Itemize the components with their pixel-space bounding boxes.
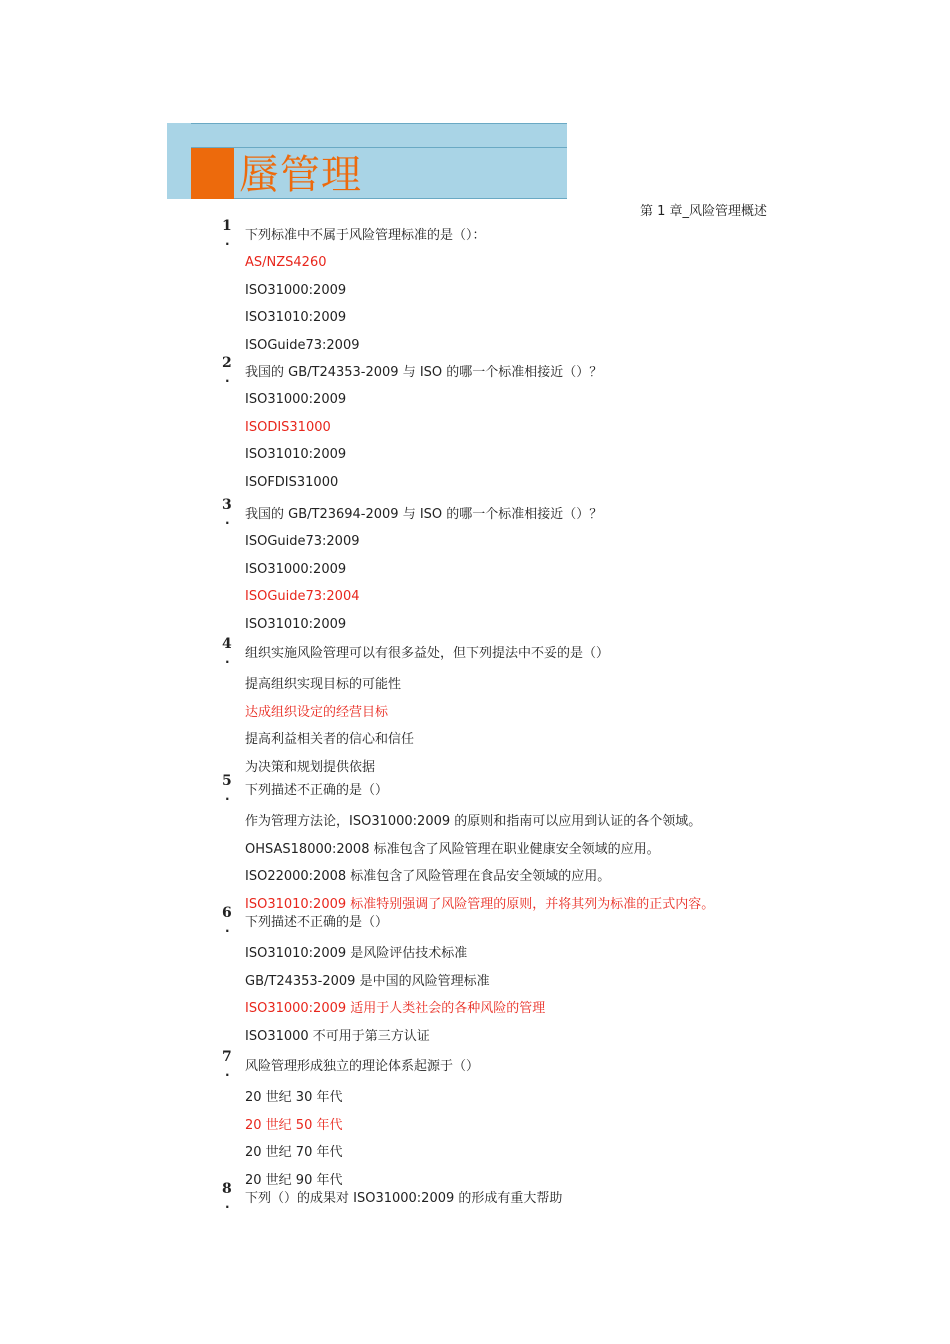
question-stem: 下列描述不正确的是（）	[245, 783, 389, 798]
answer-option: 20 世纪 70 年代	[245, 1145, 343, 1160]
question-stem: 我国的 GB/T24353-2009 与 ISO 的哪一个标准相接近（）？	[245, 365, 603, 380]
question-number-dot: .	[225, 1197, 230, 1211]
question-number-dot: .	[225, 1065, 230, 1079]
answer-option-correct: AS/NZS4260	[245, 255, 327, 270]
answer-option-correct: ISODIS31000	[245, 419, 331, 435]
question-number: 7	[222, 1049, 232, 1065]
answer-option-correct: ISO31010:2009 标准特别强调了风险管理的原则，并将其列为标准的正式内容。	[245, 896, 715, 912]
answer-option: ISO31010:2009 是风险评估技术标准	[245, 946, 468, 961]
question-stem: 下列描述不正确的是（）	[245, 915, 389, 930]
question-number-dot: .	[225, 789, 230, 803]
answer-option-correct: 20 世纪 50 年代	[245, 1117, 343, 1133]
question-number-dot: .	[225, 513, 230, 527]
question-number: 3	[222, 497, 232, 513]
answer-option: ISO31010:2009	[245, 616, 347, 632]
answer-option: OHSAS18000:2008 标准包含了风险管理在职业健康安全领域的应用。	[245, 841, 660, 857]
answer-option: ISO31010:2009	[245, 447, 347, 462]
answer-option-correct: ISO31000:2009 适用于人类社会的各种风险的管理	[245, 1001, 546, 1016]
answer-option: 20 世纪 30 年代	[245, 1090, 343, 1105]
answer-option: 为决策和规划提供依据	[245, 759, 376, 775]
question-stem: 下列（）的成果对 ISO31000:2009 的形成有重大帮助	[245, 1191, 563, 1206]
question-stem: 我国的 GB/T23694-2009 与 ISO 的哪一个标准相接近（）？	[245, 507, 603, 522]
answer-option: ISO31000:2009	[245, 282, 347, 298]
answer-option: 20 世纪 90 年代	[245, 1172, 343, 1188]
answer-option: ISO31000:2009	[245, 392, 347, 407]
question-number: 1	[222, 218, 232, 234]
answer-option: ISO22000:2008 标准包含了风险管理在食品安全领域的应用。	[245, 869, 611, 884]
answer-option-correct: ISOGuide73:2004	[245, 589, 360, 604]
question-stem: 下列标准中不属于风险管理标准的是（）：	[245, 228, 486, 243]
answer-option: ISO31000 不可用于第三方认证	[245, 1028, 430, 1044]
question-number-dot: .	[225, 234, 230, 248]
answer-option: ISOFDIS31000	[245, 474, 339, 490]
header-banner	[167, 123, 567, 199]
answer-option: ISO31000:2009	[245, 561, 347, 577]
question-number-dot: .	[225, 652, 230, 666]
answer-option: ISOGuide73:2009	[245, 534, 360, 549]
banner-rule-middle	[191, 147, 567, 148]
answer-option: ISOGuide73:2009	[245, 337, 360, 353]
question-stem: 风险管理形成独立的理论体系起源于（）	[245, 1059, 480, 1074]
question-number: 2	[222, 355, 232, 371]
banner-rule-bottom	[191, 198, 567, 199]
banner-rule-top	[191, 123, 567, 124]
answer-option: 提高利益相关者的信心和信任	[245, 732, 415, 747]
question-number-dot: .	[225, 921, 230, 935]
answer-option: 作为管理方法论，ISO31000:2009 的原则和指南可以应用到认证的各个领域。	[245, 814, 702, 829]
question-number: 5	[222, 773, 232, 789]
chapter-heading: 第 1 章_风险管理概述	[640, 204, 768, 219]
question-number: 6	[222, 905, 232, 921]
question-number: 8	[222, 1181, 232, 1197]
question-number-dot: .	[225, 371, 230, 385]
banner-orange-block	[191, 148, 234, 199]
question-stem: 组织实施风险管理可以有很多益处，但下列提法中不妥的是（）	[245, 646, 610, 661]
answer-option: GB/T24353-2009 是中国的风险管理标准	[245, 973, 490, 989]
answer-option: 提高组织实现目标的可能性	[245, 677, 402, 692]
answer-option-correct: 达成组织设定的经营目标	[245, 704, 389, 720]
question-number: 4	[222, 636, 232, 652]
answer-option: ISO31010:2009	[245, 310, 347, 325]
banner-title: 蜃管理	[239, 152, 362, 198]
